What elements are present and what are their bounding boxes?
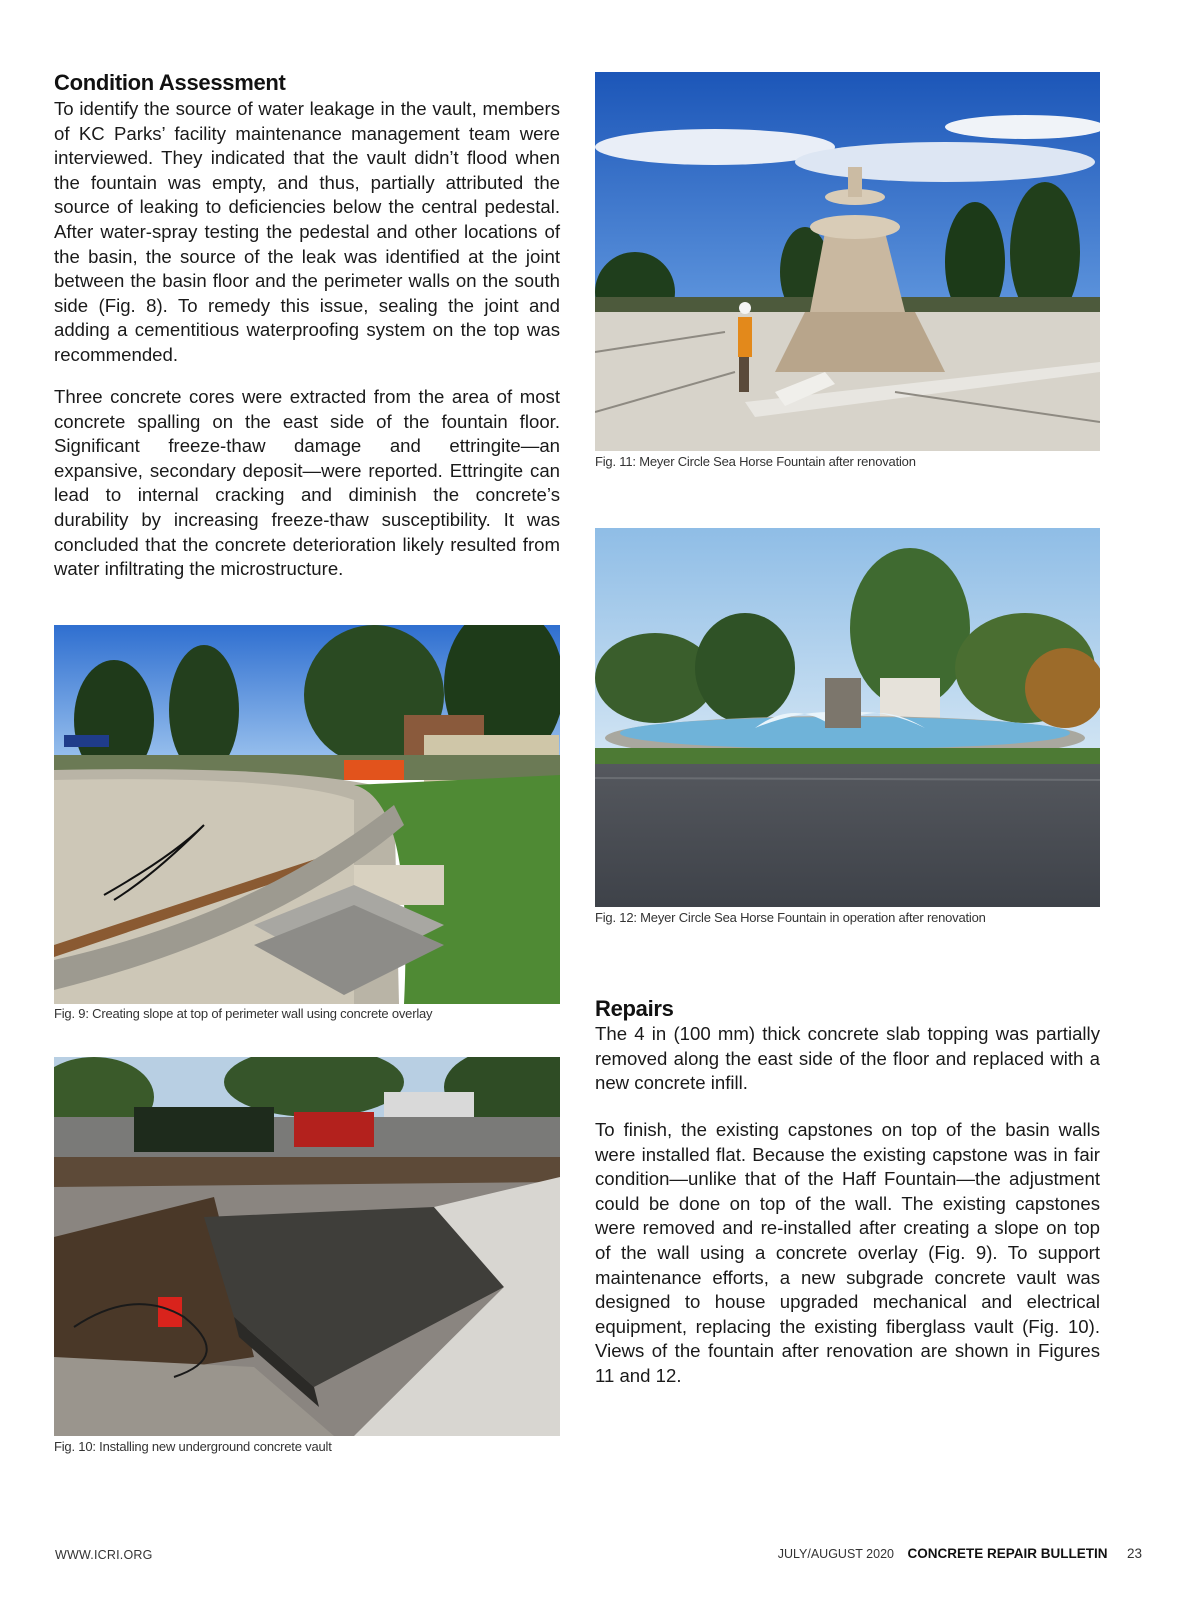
repairs-paragraph-2: To finish, the existing capstones on top of the basin walls were installed flat. Because the existing capstone was in fair condition—unlike that of the Haff Fountain—the adjustment could be done on top of the wall. The existing capstones were removed and re-installed after creating a slope on top of the wall using a concrete overlay (Fig. 9). To support maintenance efforts, a new subgrade concrete vault was designed to house upgraded mechanical and electrical equipment, replacing the existing fiberglass vault (Fig. 10). Views of the fountain after renovation are shown in Figures 11 and 12. <box>595 1119 1100 1386</box>
condition-assessment-heading: Condition Assessment <box>54 70 286 95</box>
footer-website: WWW.ICRI.ORG <box>55 1548 153 1562</box>
fig12-photo <box>595 528 1100 907</box>
fig11-photo <box>595 72 1100 451</box>
repairs-paragraph-1: The 4 in (100 mm) thick concrete slab topping was partially removed along the east side of the floor and replaced with a new concrete infill. <box>595 1023 1100 1094</box>
footer-page-number: 23 <box>1126 1546 1142 1561</box>
fig10-photo <box>54 1057 560 1436</box>
footer-issue-info <box>778 1546 1142 1561</box>
fig9-caption: Fig. 9: Creating slope at top of perimeter wall using concrete overlay <box>54 1006 433 1021</box>
fig10-caption: Fig. 10: Installing new underground concrete vault <box>54 1439 332 1454</box>
footer-issue-date: JULY/AUGUST 2020 <box>777 1547 894 1561</box>
repairs-heading: Repairs <box>595 996 674 1021</box>
fig9-photo <box>54 625 560 1004</box>
footer-publication: CONCRETE REPAIR BULLETIN <box>907 1546 1108 1561</box>
condition-assessment-paragraph-1: To identify the source of water leakage in the vault, members of KC Parks’ facility maintenance management team were interviewed. They indicated that the vault didn’t flood when the fountain was empty, and thus, partially attributed the source of leaking to deficiencies below the central pedestal. After water-spray testing the pedestal and other locations of the basin, the source of the leak was identified at the joint between the basin floor and the perimeter walls on the south side (Fig. 8). To remedy this issue, sealing the joint and adding a cementitious waterproofing system on the top was recommended. <box>54 98 560 365</box>
fig12-caption: Fig. 12: Meyer Circle Sea Horse Fountain in operation after renovation <box>595 910 986 925</box>
fig11-caption: Fig. 11: Meyer Circle Sea Horse Fountain after renovation <box>595 454 916 469</box>
condition-assessment-paragraph-2: Three concrete cores were extracted from the area of most concrete spalling on the east side of the fountain floor. Significant freeze-thaw damage and ettringite—an expansive, secondary deposit—were reported. Ettringite can lead to internal cracking and diminish the concrete’s durability by increasing freeze-thaw susceptibility. It was concluded that the concrete deterioration likely resulted from water infiltrating the microstructure. <box>54 386 560 580</box>
